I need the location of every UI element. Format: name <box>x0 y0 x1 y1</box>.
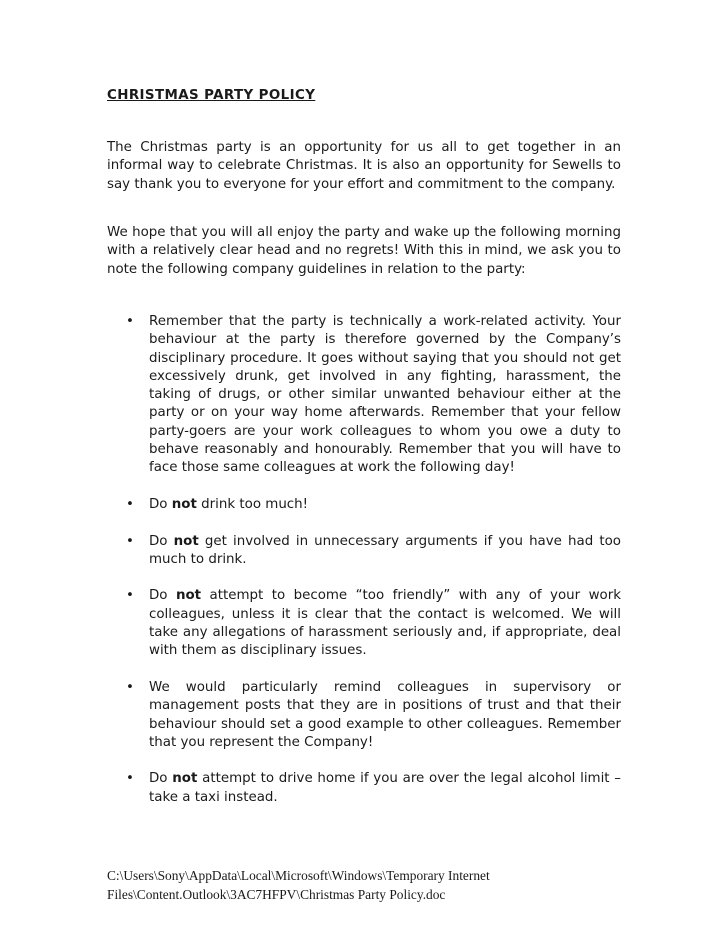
guideline-text-rest: get involved in unnecessary arguments if you have had too much to drink. <box>149 533 621 567</box>
guideline-emphasis: not <box>175 588 202 604</box>
guideline-text: Do <box>149 771 173 787</box>
guideline-text: Remember that the party is technically a work-related activity. Your behaviour at the party is therefore governed by the Company’s disciplinary procedure. It goes without saying that you should not get excessively drunk, get involved in any fighting, harassment, the taking of drugs, or other similar unwanted behaviour either at the party or on your way home afterwards. Remember that your fellow party-goers are your work colleagues to whom you owe a duty to behave reasonably and honourably. Remember that you will have to face those same colleagues at work the following day! <box>149 314 621 476</box>
document-page <box>107 0 621 942</box>
guideline-item-arguments <box>107 533 621 570</box>
guidelines-list <box>107 313 621 825</box>
guideline-emphasis: not <box>172 771 198 787</box>
guideline-item-drink <box>107 496 621 514</box>
bullet-icon: • <box>126 533 134 549</box>
bullet-icon: • <box>126 771 134 787</box>
guideline-text-rest: attempt to drive home if you are over the legal alcohol limit – take a taxi instead. <box>149 771 621 805</box>
document-title: CHRISTMAS PARTY POLICY <box>107 88 316 103</box>
intro-paragraph: The Christmas party is an opportunity for us all to get together in an informal way to celebrate Christmas. It is also an opportunity for Sewells to say thank you to everyone for your effort and commitment to the company. <box>107 140 621 192</box>
guideline-text: Do <box>149 588 176 604</box>
guideline-item-supervisors <box>107 679 621 752</box>
document-footer-path <box>107 867 627 904</box>
guideline-item-drive-home <box>107 770 621 807</box>
footer-path-line-2: Files\Content.Outlook\3AC7HFPV\Christmas Party Policy.doc <box>107 886 446 902</box>
bullet-icon: • <box>126 314 134 329</box>
guideline-item-work-related <box>107 313 621 478</box>
guideline-emphasis: not <box>173 533 199 549</box>
guideline-text: Do <box>149 496 172 512</box>
guideline-emphasis: not <box>171 496 197 512</box>
guideline-text: Do <box>149 533 174 549</box>
guidelines-intro-paragraph: We hope that you will all enjoy the party and wake up the following morning with a relatively clear head and no regrets! With this in mind, we ask you to note the following company guidelines in relation to the party: <box>107 225 621 277</box>
bullet-icon: • <box>126 496 134 512</box>
guideline-text: We would particularly remind colleagues in supervisory or management posts that they are in positions of trust and that their behaviour should set a good example to other colleagues. Remember that you represent the Company! <box>149 679 621 750</box>
footer-path-line-1: C:\Users\Sony\AppData\Local\Microsoft\Windows\Temporary Internet <box>107 868 490 883</box>
guideline-text-rest: drink too much! <box>196 496 309 512</box>
guideline-text-rest: attempt to become “too friendly” with any of your work colleagues, unless it is clear that the contact is welcomed. We will take any allegations of harassment seriously and, if appropriate, deal with them as disciplinary issues. <box>149 588 622 659</box>
bullet-icon: • <box>126 588 134 604</box>
guideline-item-too-friendly <box>107 587 621 660</box>
bullet-icon: • <box>126 679 134 695</box>
